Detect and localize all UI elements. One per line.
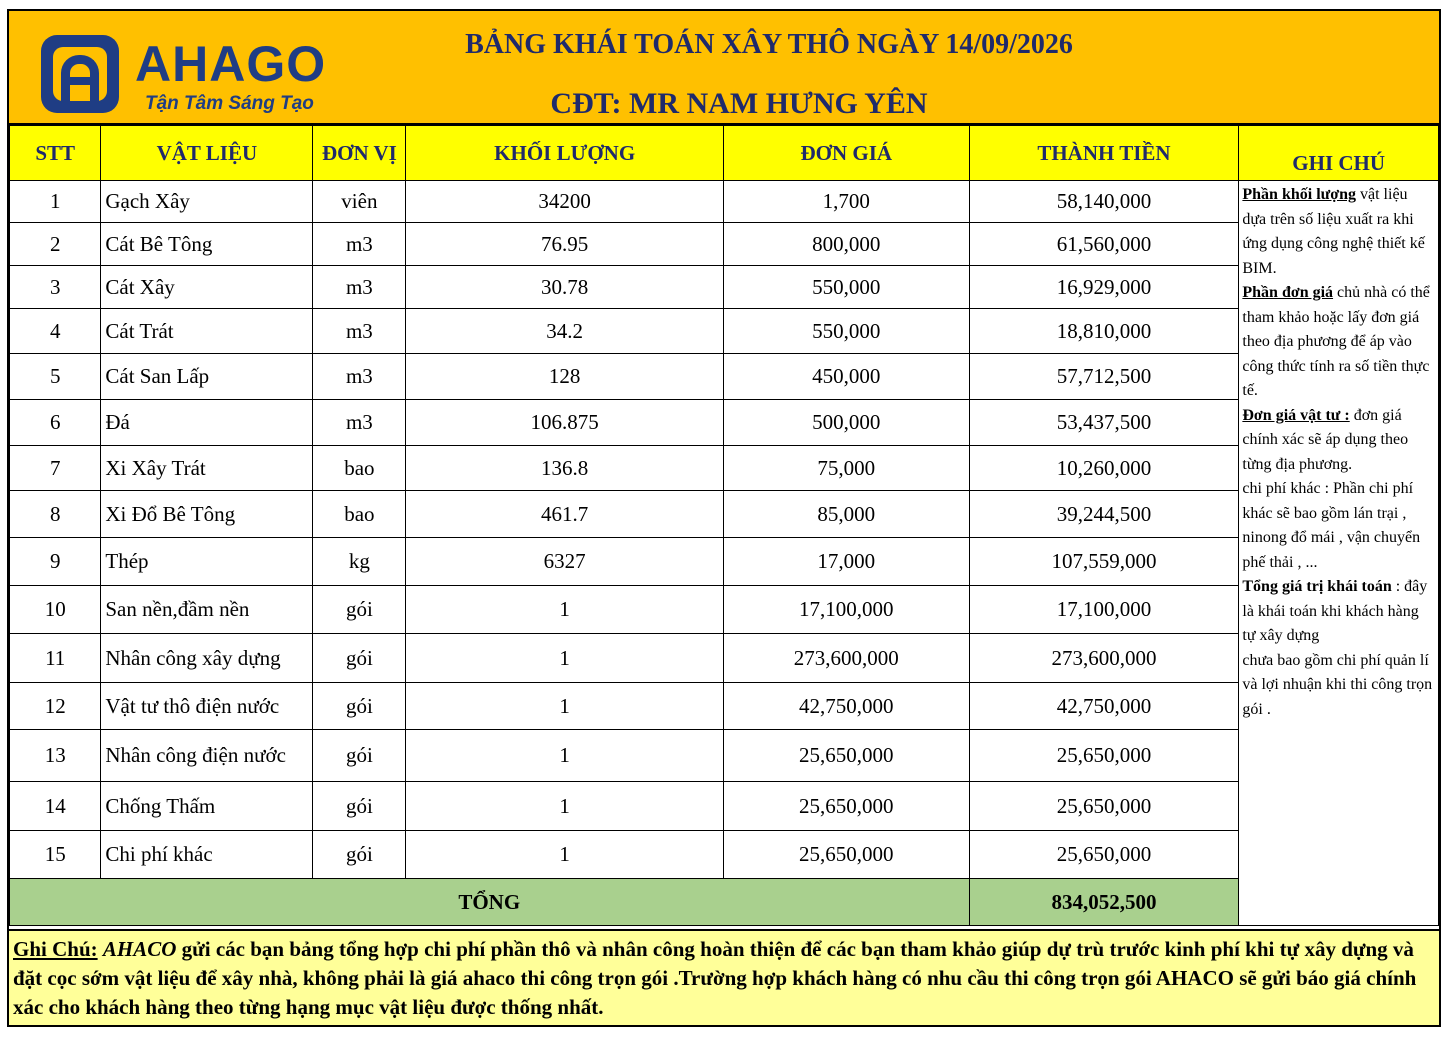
total-row	[10, 879, 1439, 926]
cell-quantity: 1	[406, 586, 724, 634]
cell-material: Gạch Xây	[101, 181, 313, 223]
page-title: BẢNG KHÁI TOÁN XÂY THÔ NGÀY 14/09/2026	[465, 29, 1073, 60]
cell-quantity: 1	[406, 683, 724, 730]
table-row	[10, 400, 1439, 446]
cell-quantity: 461.7	[406, 491, 724, 538]
cell-unit-price: 25,650,000	[723, 831, 969, 879]
cell-unit: bao	[313, 491, 406, 538]
cell-material: Thép	[101, 538, 313, 586]
cell-material: Cát Xây	[101, 266, 313, 309]
notes-cell	[1239, 181, 1439, 926]
table-row	[10, 730, 1439, 782]
table-row	[10, 446, 1439, 491]
note-paragraph: chi phí khác : Phần chi phí khác sẽ bao gồm lán trại , ninong đổ mái , vận chuyển phế thải , ...	[1242, 480, 1421, 571]
cell-amount: 53,437,500	[969, 400, 1239, 446]
cell-material: Xi Xây Trát	[101, 446, 313, 491]
cell-amount: 17,100,000	[969, 586, 1239, 634]
cell-amount: 16,929,000	[969, 266, 1239, 309]
note-paragraph: Phần đơn giá chủ nhà có thể tham khảo hoặc lấy đơn giá theo địa phương để áp vào công thức tính ra số tiền thực tế.	[1242, 284, 1430, 399]
cell-unit: gói	[313, 683, 406, 730]
cell-quantity: 34200	[406, 181, 724, 223]
table-row	[10, 831, 1439, 879]
cell-stt: 10	[10, 586, 101, 634]
total-label: TỔNG	[10, 879, 970, 926]
note-paragraph: Đơn giá vật tư : đơn giá chính xác sẽ áp dụng theo từng địa phương.	[1242, 406, 1409, 473]
note-paragraph: Tổng giá trị khái toán : đây là khái toán khi khách hàng tự xây dựng	[1242, 578, 1428, 644]
cell-stt: 5	[10, 354, 101, 400]
cell-amount: 25,650,000	[969, 782, 1239, 831]
cell-quantity: 76.95	[406, 223, 724, 266]
cell-material: Nhân công điện nước	[101, 730, 313, 782]
cell-amount: 18,810,000	[969, 309, 1239, 354]
cell-stt: 12	[10, 683, 101, 730]
table-row	[10, 538, 1439, 586]
col-header-unit-price: ĐƠN GIÁ	[723, 126, 969, 181]
table-row	[10, 309, 1439, 354]
estimate-table	[9, 125, 1439, 926]
cell-material: Đá	[101, 400, 313, 446]
cell-unit: bao	[313, 446, 406, 491]
cell-unit-price: 17,100,000	[723, 586, 969, 634]
cell-material: Chi phí khác	[101, 831, 313, 879]
table-row	[10, 683, 1439, 730]
cell-stt: 6	[10, 400, 101, 446]
col-header-material: VẬT LIỆU	[101, 126, 313, 181]
cell-stt: 14	[10, 782, 101, 831]
cell-unit-price: 550,000	[723, 266, 969, 309]
total-amount: 834,052,500	[969, 879, 1239, 926]
cell-unit: viên	[313, 181, 406, 223]
cell-material: Nhân công xây dựng	[101, 634, 313, 683]
note-paragraph: Phần khối lượng vật liệu dựa trên số liệu xuất ra khi ứng dụng công nghệ thiết kế BIM.	[1242, 186, 1425, 277]
cell-amount: 57,712,500	[969, 354, 1239, 400]
footer-label: Ghi Chú:	[13, 937, 98, 961]
cell-unit-price: 550,000	[723, 309, 969, 354]
table-row	[10, 782, 1439, 831]
table-row	[10, 266, 1439, 309]
cell-material: Cát Trát	[101, 309, 313, 354]
header-band	[9, 11, 1439, 125]
cell-stt: 4	[10, 309, 101, 354]
cell-quantity: 1	[406, 782, 724, 831]
cell-material: Chống Thấm	[101, 782, 313, 831]
cell-quantity: 6327	[406, 538, 724, 586]
cell-quantity: 34.2	[406, 309, 724, 354]
cell-stt: 8	[10, 491, 101, 538]
col-header-note: GHI CHÚ	[1239, 126, 1439, 181]
cell-unit-price: 85,000	[723, 491, 969, 538]
cell-unit: gói	[313, 831, 406, 879]
cell-stt: 15	[10, 831, 101, 879]
table-row	[10, 354, 1439, 400]
col-header-stt: STT	[10, 126, 101, 181]
cell-material: San nền,đầm nền	[101, 586, 313, 634]
cell-unit-price: 500,000	[723, 400, 969, 446]
ahaco-logo	[27, 25, 373, 121]
cell-unit: m3	[313, 266, 406, 309]
cell-material: Xi Đổ Bê Tông	[101, 491, 313, 538]
col-header-unit: ĐƠN VỊ	[313, 126, 406, 181]
cell-unit: m3	[313, 354, 406, 400]
cell-unit: gói	[313, 782, 406, 831]
cell-quantity: 136.8	[406, 446, 724, 491]
footer-note	[9, 929, 1439, 1025]
table-row	[10, 491, 1439, 538]
cell-amount: 39,244,500	[969, 491, 1239, 538]
table-row	[10, 223, 1439, 266]
table-row	[10, 586, 1439, 634]
cell-stt: 13	[10, 730, 101, 782]
cell-unit-price: 273,600,000	[723, 634, 969, 683]
cell-unit-price: 25,650,000	[723, 730, 969, 782]
cell-amount: 58,140,000	[969, 181, 1239, 223]
cell-unit: m3	[313, 309, 406, 354]
cell-quantity: 106.875	[406, 400, 724, 446]
cell-quantity: 1	[406, 730, 724, 782]
cell-unit-price: 42,750,000	[723, 683, 969, 730]
cell-material: Vật tư thô điện nước	[101, 683, 313, 730]
cell-unit: gói	[313, 634, 406, 683]
cell-stt: 7	[10, 446, 101, 491]
cell-amount: 10,260,000	[969, 446, 1239, 491]
cell-unit: gói	[313, 730, 406, 782]
col-header-quantity: KHỐI LƯỢNG	[406, 126, 724, 181]
cell-stt: 3	[10, 266, 101, 309]
quotation-sheet	[7, 9, 1441, 1027]
page-subtitle: CĐT: MR NAM HƯNG YÊN	[550, 87, 928, 120]
cell-quantity: 1	[406, 831, 724, 879]
cell-stt: 1	[10, 181, 101, 223]
logo-wordmark: AHAGO	[135, 36, 327, 92]
cell-quantity: 1	[406, 634, 724, 683]
table-row	[10, 634, 1439, 683]
cell-stt: 11	[10, 634, 101, 683]
table-row	[10, 181, 1439, 223]
cell-unit: gói	[313, 586, 406, 634]
cell-stt: 9	[10, 538, 101, 586]
cell-unit-price: 800,000	[723, 223, 969, 266]
cell-stt: 2	[10, 223, 101, 266]
footer-brand: AHACO	[102, 937, 177, 961]
cell-amount: 25,650,000	[969, 730, 1239, 782]
cell-unit-price: 17,000	[723, 538, 969, 586]
logo-a-icon	[41, 35, 119, 113]
col-header-amount: THÀNH TIỀN	[969, 126, 1239, 181]
cell-amount: 61,560,000	[969, 223, 1239, 266]
cell-material: Cát San Lấp	[101, 354, 313, 400]
cell-unit-price: 75,000	[723, 446, 969, 491]
cell-amount: 42,750,000	[969, 683, 1239, 730]
cell-amount: 25,650,000	[969, 831, 1239, 879]
cell-material: Cát Bê Tông	[101, 223, 313, 266]
cell-unit-price: 25,650,000	[723, 782, 969, 831]
cell-unit: m3	[313, 400, 406, 446]
table-header-row	[10, 126, 1439, 181]
note-paragraph: chưa bao gồm chi phí quản lí và lợi nhuận khi thi công trọn gói .	[1242, 651, 1433, 718]
cell-unit-price: 1,700	[723, 181, 969, 223]
cell-unit: kg	[313, 538, 406, 586]
cell-unit: m3	[313, 223, 406, 266]
cell-quantity: 30.78	[406, 266, 724, 309]
cell-amount: 107,559,000	[969, 538, 1239, 586]
cell-quantity: 128	[406, 354, 724, 400]
footer-text: gửi các bạn bảng tổng hợp chi phí phần thô và nhân công hoàn thiện để các bạn tham khảo giúp dự trù trước kinh phí khi tự xây dựng và đặt cọc sớm vật liệu để xây nhà, không phải là giá ahaco thi công trọn gói .Trường hợp khách hàng có nhu cầu thi công trọn gói AHACO sẽ gửi báo giá chính xác cho khách hàng theo từng hạng mục vật liệu được thống nhất.	[13, 937, 1417, 1019]
cell-amount: 273,600,000	[969, 634, 1239, 683]
cell-unit-price: 450,000	[723, 354, 969, 400]
logo-tagline: Tận Tâm Sáng Tạo	[145, 93, 314, 114]
